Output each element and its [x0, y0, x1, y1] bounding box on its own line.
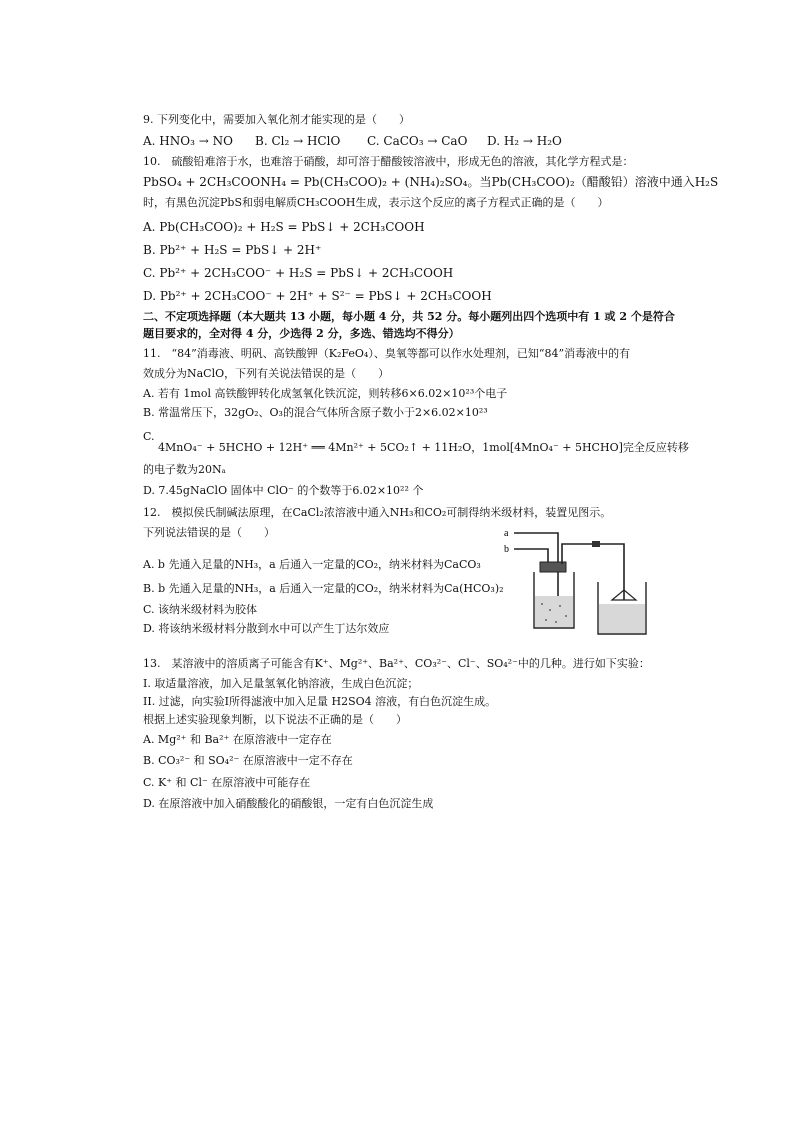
q9-option-c: C. CaCO₃ → CaO: [367, 134, 468, 148]
q13-option-c: C. K⁺ 和 Cl⁻ 在原溶液中可能存在: [143, 776, 311, 789]
beaker-liquid: [599, 604, 645, 633]
q11-option-c-label: C.: [143, 430, 155, 443]
apparatus-diagram: [500, 524, 652, 640]
q12-option-b: B. b 先通入足量的NH₃，a 后通入一定量的CO₂，纳米材料为Ca(HCO₃)₂: [143, 582, 504, 595]
q13-step-1: I. 取适量溶液，加入足量氢氧化钠溶液，生成白色沉淀；: [143, 677, 419, 690]
q9-stem: 9. 下列变化中，需要加入氧化剂才能实现的是（ ）: [143, 113, 410, 126]
tube-label-a: a: [504, 528, 509, 539]
flask-liquid: [535, 596, 573, 627]
section-2-title-1: 二、不定项选择题（本大题共 13 小题，每小题 4 分，共 52 分。每小题列出四个选项中有 1 或 2 个是符合: [143, 310, 675, 323]
q13-option-a: A. Mg²⁺ 和 Ba²⁺ 在原溶液中一定存在: [143, 733, 332, 746]
q11-option-c-equation: 4MnO₄⁻ + 5HCHO + 12H⁺ ══ 4Mn²⁺ + 5CO₂↑ + 11H₂O，1mol[4MnO₄⁻ + 5HCHO]完全反应转移: [158, 441, 689, 454]
q12-option-c: C. 该纳米级材料为胶体: [143, 603, 258, 616]
q13-option-d: D. 在原溶液中加入硝酸酸化的硝酸银，一定有白色沉淀生成: [143, 797, 434, 810]
q13-option-b: B. CO₃²⁻ 和 SO₄²⁻ 在原溶液中一定不存在: [143, 754, 353, 767]
q10-stem-1: 10. 硫酸铅难溶于水，也难溶于硝酸，却可溶于醋酸铵溶液中，形成无色的溶液，其化学方程式是：: [143, 155, 634, 168]
q11-stem-2: 效成分为NaClO，下列有关说法错误的是（ ）: [143, 367, 390, 380]
q12-option-a: A. b 先通入足量的NH₃，a 后通入一定量的CO₂，纳米材料为CaCO₃: [143, 558, 481, 571]
q11-option-b: B. 常温常压下，32gO₂、O₃的混合气体所含原子数小于2×6.02×10²³: [143, 406, 488, 419]
q11-option-d: D. 7.45gNaClO 固体中 ClO⁻ 的个数等于6.02×10²² 个: [143, 484, 424, 497]
q10-stem-3: 时，有黑色沉淀PbS和弱电解质CH₃COOH生成，表示这个反应的离子方程式正确的是（ ）: [143, 196, 609, 209]
q12-stem-2: 下列说法错误的是（ ）: [143, 526, 275, 539]
q9-option-a: A. HNO₃ → NO: [143, 134, 233, 148]
q11-option-c-tail: 的电子数为20Nₐ: [143, 463, 226, 476]
section-2-title-2: 题目要求的，全对得 4 分，少选得 2 分，多选、错选均不得分）: [143, 327, 460, 340]
tube-label-b: b: [504, 544, 509, 555]
outlet-tube: [562, 544, 624, 600]
q13-stem-1: 13. 某溶液中的溶质离子可能含有K⁺、Mg²⁺、Ba²⁺、CO₃²⁻、Cl⁻、SO₄²⁻中的几种。进行如下实验：: [143, 657, 650, 670]
q12-option-d: D. 将该纳米级材料分散到水中可以产生丁达尔效应: [143, 622, 390, 635]
q10-stem-2: PbSO₄ + 2CH₃COONH₄ = Pb(CH₃COO)₂ + (NH₄)₂SO₄。当Pb(CH₃COO)₂（醋酸铅）溶液中通入H₂S: [143, 175, 719, 189]
q9-option-d: D. H₂ → H₂O: [487, 134, 562, 148]
q10-option-d: D. Pb²⁺ + 2CH₃COO⁻ + 2H⁺ + S²⁻ = PbS↓ + 2CH₃COOH: [143, 289, 492, 303]
q13-stem-2: 根据上述实验现象判断，以下说法不正确的是（ ）: [143, 713, 407, 726]
q10-option-c: C. Pb²⁺ + 2CH₃COO⁻ + H₂S = PbS↓ + 2CH₃COOH: [143, 266, 454, 280]
q9-options: [143, 133, 562, 149]
q11-option-a: A. 若有 1mol 高铁酸钾转化成氢氧化铁沉淀，则转移6×6.02×10²³个电子: [143, 387, 508, 400]
q12-stem-1: 12. 模拟侯氏制碱法原理，在CaCl₂浓溶液中通入NH₃和CO₂可制得纳米级材料，装置见图示。: [143, 506, 612, 519]
q13-step-2: II. 过滤，向实验I所得滤液中加入足量 H2SO4 溶液，有白色沉淀生成。: [143, 695, 497, 708]
rubber-joint: [592, 541, 600, 547]
q9-option-b: B. Cl₂ → HClO: [255, 134, 341, 148]
q11-stem-1: 11. “84”消毒液、明矾、高铁酸钾（K₂FeO₄）、臭氧等都可以作水处理剂，已知“84”消毒液中的有: [143, 347, 631, 360]
q10-option-b: B. Pb²⁺ + H₂S = PbS↓ + 2H⁺: [143, 243, 322, 257]
q10-option-a: A. Pb(CH₃COO)₂ + H₂S = PbS↓ + 2CH₃COOH: [143, 220, 425, 234]
